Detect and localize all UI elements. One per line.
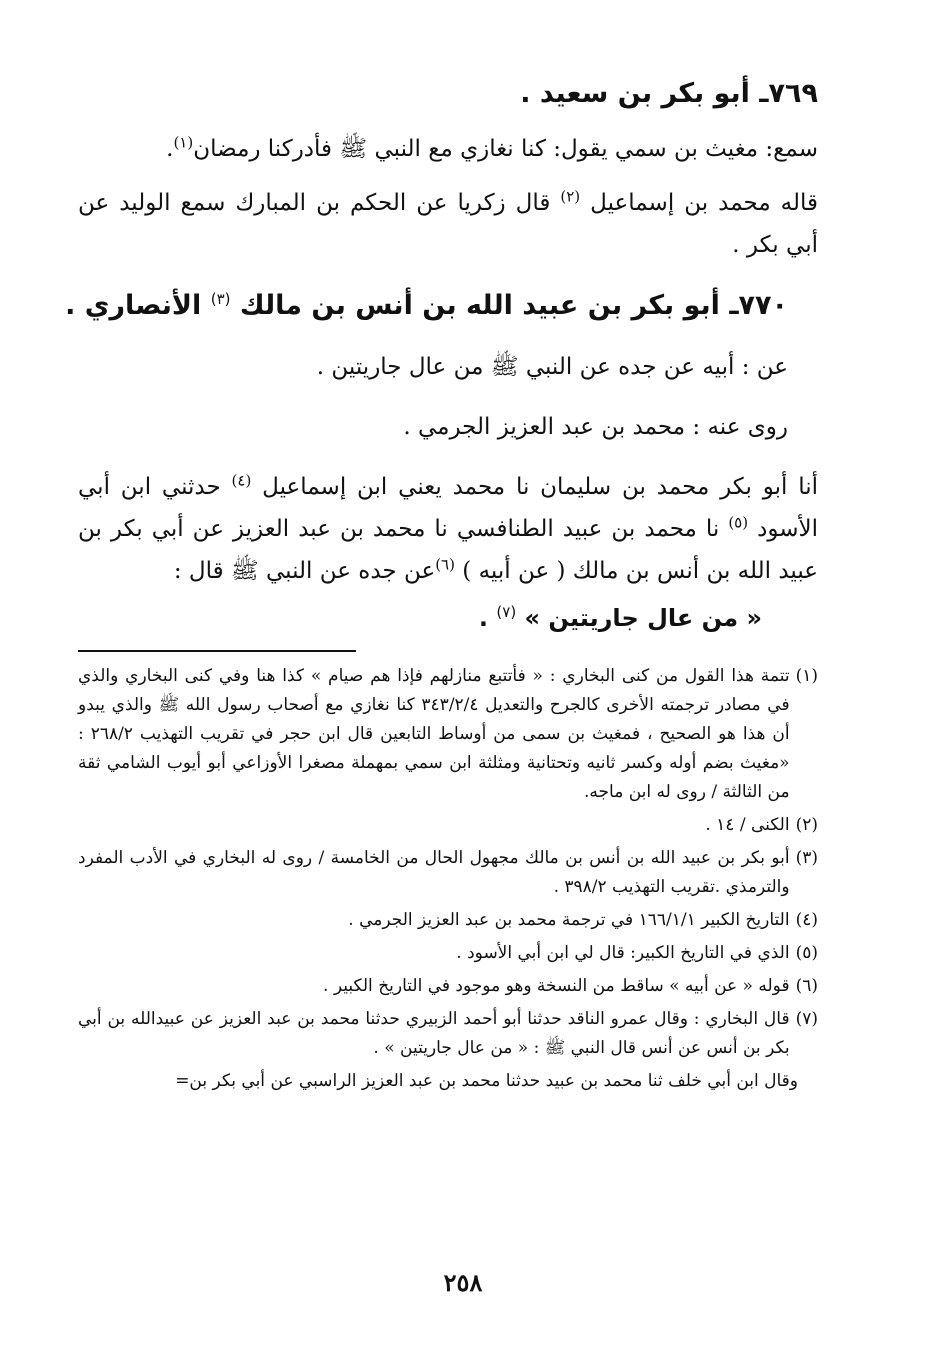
footnote-3 — [78, 844, 818, 902]
entry-769-source — [78, 182, 818, 266]
footnote-ref-1[interactable]: (١) — [173, 133, 194, 152]
footnote-text: الذي في التاريخ الكبير: قال لي ابن أبي الأسود . — [456, 943, 790, 963]
page-number: ٢٥٨ — [443, 1268, 483, 1297]
isnad-part-4: عن جده عن النبي ﷺ قال : — [173, 558, 436, 584]
footnote-text: قوله « عن أبيه » ساقط من النسخة وهو موجود في التاريخ الكبير . — [323, 976, 790, 996]
entry-770-title-tail: الأنصاري . — [65, 290, 202, 321]
entry-769-sama-tail: . — [166, 136, 174, 162]
isnad-part-2: حدثني ابن أبي الأسود — [78, 474, 819, 542]
footnote-ref-3[interactable]: (٣) — [210, 290, 231, 308]
footnote-2 — [78, 811, 818, 840]
footnote-number: (٦) — [795, 976, 818, 996]
entry-770-isnad — [78, 466, 818, 592]
entry-770-narrated-by: روى عنه : محمد بن عبد العزيز الجرمي . — [403, 414, 788, 440]
entry-769-sama — [78, 128, 818, 170]
entry-769-source-tail: قال زكريا عن الحكم بن المبارك سمع الوليد عن أبي بكر . — [78, 190, 818, 258]
footnote-text: تتمة هذا القول من كنى البخاري : « فأتتبع منازلهم فإذا هم صيام » كذا هنا وفي كنى البخاري والذي في مصادر ترجمته الأخرى كالجرح والتعديل ٣٤٣/٢/٤ كنا نغازي مع أصحاب رسول الله ﷺ والذي يبدو أن هذا هو الصحيح ، فمغيث بن سمى من أوساط التابعين قال ابن حجر في تقريب التهذيب ٢٦٨/٢ : «مغيث بضم أوله وكسر ثانيه وتحتانية ومثلثة ابن سمي بمهملة مصغرا الأوزاعي أبو أيوب الشامي ثقة من الثالثة / روى له ابن ماجه. — [78, 666, 790, 802]
entry-769-title: ٧٦٩ـ أبو بكر بن سعيد . — [520, 78, 818, 109]
footnote-text: قال البخاري : وقال عمرو الناقد حدثنا أبو أحمد الزبيري حدثنا محمد بن عبد العزيز عن عبيدالله بن أبي بكر بن أنس عن أنس قال النبي ﷺ : « من عال جاريتين » . — [78, 1009, 790, 1058]
entry-769-source-text: قاله محمد بن إسماعيل — [590, 190, 819, 216]
book-page — [65, 72, 819, 1312]
footnote-ref-7[interactable]: (٧) — [496, 603, 517, 621]
entry-770-title-text: ٧٧٠ـ أبو بكر بن عبيد الله بن أنس بن مالك — [239, 290, 788, 321]
hadith-tail: . — [478, 604, 489, 632]
footnote-continuation: وقال ابن أبي خلف ثنا محمد بن عبيد حدثنا محمد بن عبد العزيز الراسبي عن أبي بكر بن= — [175, 1071, 798, 1091]
footnote-number: (٥) — [795, 943, 818, 963]
footnote-text: التاريخ الكبير ١٦٦/١/١ في ترجمة محمد بن عبد العزيز الجرمي . — [348, 910, 790, 930]
entry-770-title — [65, 284, 818, 328]
footnote-7 — [78, 1005, 818, 1063]
footnote-ref-4[interactable]: (٤) — [231, 471, 252, 490]
isnad-part-1: أنا أبو بكر محمد بن سليمان نا محمد يعني ابن إسماعيل — [262, 474, 819, 500]
footnote-ref-5[interactable]: (٥) — [728, 513, 749, 532]
footnote-ref-6[interactable]: (٦) — [435, 555, 455, 574]
footnote-text: أبو بكر بن عبيد الله بن أنس بن مالك مجهول الحال من الخامسة / روى له البخاري في الأدب المفرد والترمذي .تقريب التهذيب ٣٩٨/٢ . — [78, 848, 790, 897]
footnote-6 — [78, 972, 818, 1001]
footnote-ref-2[interactable]: (٢) — [560, 187, 581, 206]
footnotes — [78, 662, 818, 1096]
footnote-number: (٣) — [795, 848, 818, 868]
hadith-text — [78, 596, 818, 640]
footnote-5 — [78, 939, 818, 968]
entry-769-sama-text: سمع: مغيث بن سمي يقول: كنا نغازي مع النبي ﷺ فأدركنا رمضان — [193, 136, 818, 162]
entry-770-from: عن : أبيه عن جده عن النبي ﷺ من عال جاريتين . — [316, 354, 788, 380]
hadith-quote: « من عال جاريتين » — [524, 604, 762, 632]
footnote-number: (١) — [795, 666, 818, 686]
footnote-text: الكنى / ١٤ . — [705, 815, 790, 835]
footnote-1 — [78, 662, 818, 807]
footnote-separator — [78, 650, 356, 652]
footnote-number: (٧) — [795, 1009, 818, 1029]
footnote-number: (٤) — [795, 910, 818, 930]
footnote-number: (٢) — [795, 815, 818, 835]
footnote-4 — [78, 906, 818, 935]
isnad-part-3: نا محمد بن عبيد الطنافسي نا محمد بن عبد العزيز عن أبي بكر بن عبيد الله بن أنس بن مالك ( عن أبيه ) — [78, 516, 818, 584]
